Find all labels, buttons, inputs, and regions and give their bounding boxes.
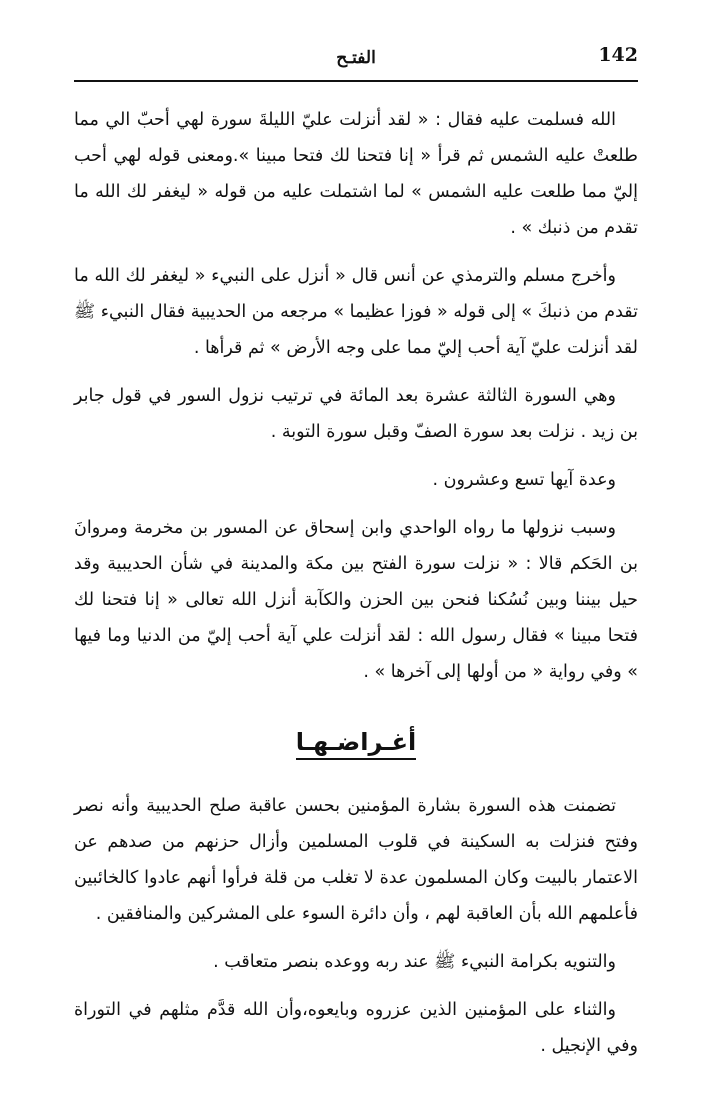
section-heading: [74, 724, 638, 760]
paragraph: تضمنت هذه السورة بشارة المؤمنين بحسن عاقبة صلح الحديبية وأنه نصر وفتح فنزلت به السكينة في قلوب المسلمين وأزال حزنهم من صدهم عن الاعتمار بالبيت وكان المسلمون عدة لا تغلب من قلة فرأوا أنهم عادوا كالخائبين فأعلمهم الله بأن العاقبة لهم ، وأن دائرة السوء على المشركين والمنافقين .: [74, 796, 638, 924]
paragraph: وعدة آيها تسع وعشرون .: [432, 470, 616, 490]
paragraph: وهي السورة الثالثة عشرة بعد المائة في ترتيب نزول السور في قول جابر بن زيد . نزلت بعد سورة الصفّ وقبل سورة التوبة .: [74, 386, 638, 442]
page-header: [74, 44, 638, 76]
page-number: 142: [598, 44, 638, 66]
paragraph: والتنويه بكرامة النبيء ﷺ عند ربه ووعده بنصر متعاقب .: [213, 952, 616, 972]
paragraph: والثناء على المؤمنين الذين عزروه وبايعوه،وأن الله قدَّم مثلهم في التوراة وفي الإنجيل .: [74, 1000, 638, 1056]
header-rule: [74, 80, 638, 82]
section-heading-text: أغـراضـهـا: [296, 728, 416, 760]
paragraph: الله فسلمت عليه فقال : « لقد أنزلت عليّ الليلةَ سورة لهي أحبّ الي مما طلعتْ عليه الشمس ثم قرأ « إنا فتحنا لك فتحا مبينا ».ومعنى قوله لهي أحب إليّ مما طلعت عليه الشمس » لما اشتملت عليه من قوله « ليغفر لك الله ما تقدم من ذنبك » .: [74, 110, 638, 238]
running-title: الفتـح: [336, 48, 376, 68]
paragraph: وأخرج مسلم والترمذي عن أنس قال « أنزل على النبيء « ليغفر لك الله ما تقدم من ذنبكَ » إلى قوله « فوزا عظيما » مرجعه من الحديبية فقال النبيء ﷺ لقد أنزلت عليّ آية أحب إليّ مما على وجه الأرض » ثم قرأها .: [74, 266, 638, 358]
page-body: [74, 102, 638, 1076]
paragraph: وسبب نزولها ما رواه الواحدي وابن إسحاق عن المسور بن مخرمة ومروانَ بن الحَكم قالا : « نزلت سورة الفتح بين مكة والمدينة في شأن الحديبية وقد حيل بيننا وبين نُسُكنا فنحن بين الحزن والكآبة أنزل الله تعالى « إنا فتحنا لك فتحا مبينا » فقال رسول الله : لقد أنزلت علي آية أحب إليّ من الدنيا وما فيها » وفي رواية « من أولها إلى آخرها » .: [74, 518, 638, 682]
